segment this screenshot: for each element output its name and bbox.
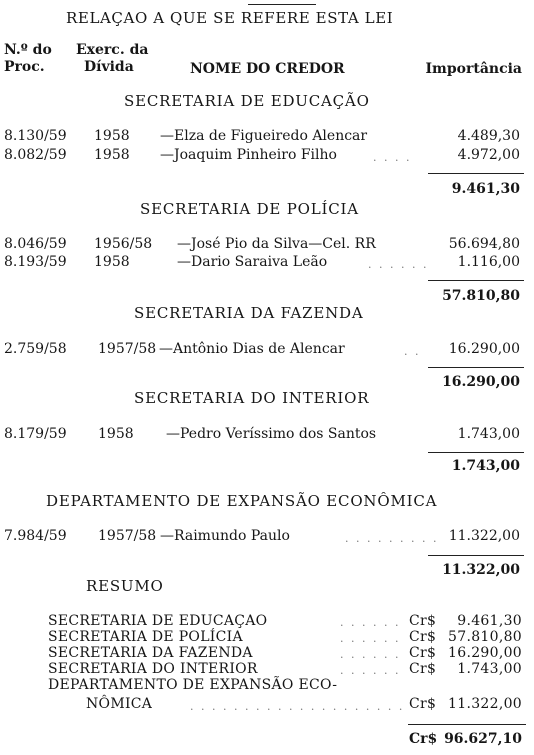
row-amount: 11.322,00 xyxy=(448,528,520,544)
summary-currency: Cr$ xyxy=(409,613,437,629)
grand-total-rule xyxy=(408,724,526,725)
row-creditor: —Antônio Dias de Alencar xyxy=(159,341,345,357)
row-proc: 2.759/58 xyxy=(4,341,67,357)
summary-currency: Cr$ xyxy=(409,629,437,645)
summary-amount: 11.322,00 xyxy=(448,696,522,712)
row-year: 1958 xyxy=(94,147,130,163)
row-creditor: —Dario Saraiva Leão xyxy=(177,254,328,270)
section-title-policia: SECRETARIA DE POLÍCIA xyxy=(140,200,359,218)
summary-amount: 9.461,30 xyxy=(457,613,522,629)
leader-dots: . . . . . . xyxy=(340,664,401,677)
leader-dots: . . . . xyxy=(373,151,412,164)
row-year: 1956/58 xyxy=(94,236,153,252)
title-overline xyxy=(248,4,316,5)
grand-total-amount: 96.627,10 xyxy=(444,731,522,747)
grand-total-currency: Cr$ xyxy=(409,731,438,747)
section-title-departamento: DEPARTAMENTO DE EXPANSÃO ECONÔMICA xyxy=(46,492,438,510)
row-proc: 8.046/59 xyxy=(4,236,67,252)
summary-label-continued: NÔMICA xyxy=(86,696,153,712)
section-total: 16.290,00 xyxy=(442,374,520,390)
summary-label: SECRETARIA DE POLÍCIA xyxy=(48,629,243,645)
row-creditor: —Elza de Figueiredo Alencar xyxy=(160,128,368,144)
summary-amount: 1.743,00 xyxy=(457,661,522,677)
leader-dots: . . . . . . xyxy=(340,632,401,645)
row-amount: 4.972,00 xyxy=(457,147,520,163)
leader-dots: . . . . . . . . . . . . . . . . . . . . xyxy=(190,700,405,713)
leader-dots: . . xyxy=(404,345,421,358)
header-importancia: Importância xyxy=(425,61,522,77)
summary-label: DEPARTAMENTO DE EXPANSÃO ECO- xyxy=(48,677,338,693)
row-proc: 8.179/59 xyxy=(4,426,67,442)
summary-currency: Cr$ xyxy=(409,661,437,677)
section-total: 57.810,80 xyxy=(442,288,520,304)
row-proc: 8.193/59 xyxy=(4,254,67,270)
subtotal-rule xyxy=(428,173,524,174)
section-total: 1.743,00 xyxy=(451,458,520,474)
section-title-fazenda: SECRETARIA DA FAZENDA xyxy=(134,304,364,322)
row-amount: 1.743,00 xyxy=(457,426,520,442)
row-year: 1957/58 xyxy=(98,528,157,544)
header-proc-line1: N.º do xyxy=(4,42,52,58)
summary-amount: 57.810,80 xyxy=(448,629,522,645)
summary-label: SECRETARIA DA FAZENDA xyxy=(48,645,253,661)
row-creditor: —Joaquim Pinheiro Filho xyxy=(160,147,337,163)
row-year: 1957/58 xyxy=(98,341,157,357)
header-nome: NOME DO CREDOR xyxy=(190,61,345,77)
summary-label: SECRETARIA DO INTERIOR xyxy=(48,661,258,677)
row-proc: 8.130/59 xyxy=(4,128,67,144)
leader-dots: . . . . . . xyxy=(368,258,429,271)
section-total: 11.322,00 xyxy=(442,562,520,578)
summary-currency: Cr$ xyxy=(409,696,437,712)
row-creditor: —Raimundo Paulo xyxy=(160,528,290,544)
leader-dots: . . . . . . xyxy=(340,648,401,661)
row-year: 1958 xyxy=(94,128,130,144)
subtotal-rule xyxy=(428,452,524,453)
row-amount: 4.489,30 xyxy=(457,128,520,144)
section-title-interior: SECRETARIA DO INTERIOR xyxy=(134,389,370,407)
row-proc: 7.984/59 xyxy=(4,528,67,544)
row-amount: 1.116,00 xyxy=(457,254,520,270)
row-creditor: —Pedro Veríssimo dos Santos xyxy=(166,426,377,442)
header-exerc-line2: Dívida xyxy=(84,59,134,75)
leader-dots: . . . . . . xyxy=(340,616,401,629)
header-proc-line2: Proc. xyxy=(4,59,45,75)
summary-amount: 16.290,00 xyxy=(448,645,522,661)
document-title: RELAÇAO A QUE SE REFERE ESTA LEI xyxy=(66,9,394,27)
row-year: 1958 xyxy=(94,254,130,270)
header-exerc xyxy=(76,42,148,76)
leader-dots: . . . . . . . . . xyxy=(345,532,439,545)
subtotal-rule xyxy=(428,555,524,556)
subtotal-rule xyxy=(428,280,524,281)
section-total: 9.461,30 xyxy=(451,181,520,197)
header-exerc-line1: Exerc. da xyxy=(76,42,149,58)
row-creditor: —José Pio da Silva—Cel. RR xyxy=(177,236,376,252)
section-title-educacao: SECRETARIA DE EDUCAÇÃO xyxy=(124,92,370,110)
row-amount: 16.290,00 xyxy=(448,341,520,357)
summary-title: RESUMO xyxy=(86,577,164,595)
row-amount: 56.694,80 xyxy=(448,236,520,252)
subtotal-rule xyxy=(428,367,524,368)
summary-label: SECRETARIA DE EDUCAÇAO xyxy=(48,613,268,629)
row-proc: 8.082/59 xyxy=(4,147,67,163)
header-proc xyxy=(4,42,52,76)
row-year: 1958 xyxy=(98,426,134,442)
summary-currency: Cr$ xyxy=(409,645,437,661)
